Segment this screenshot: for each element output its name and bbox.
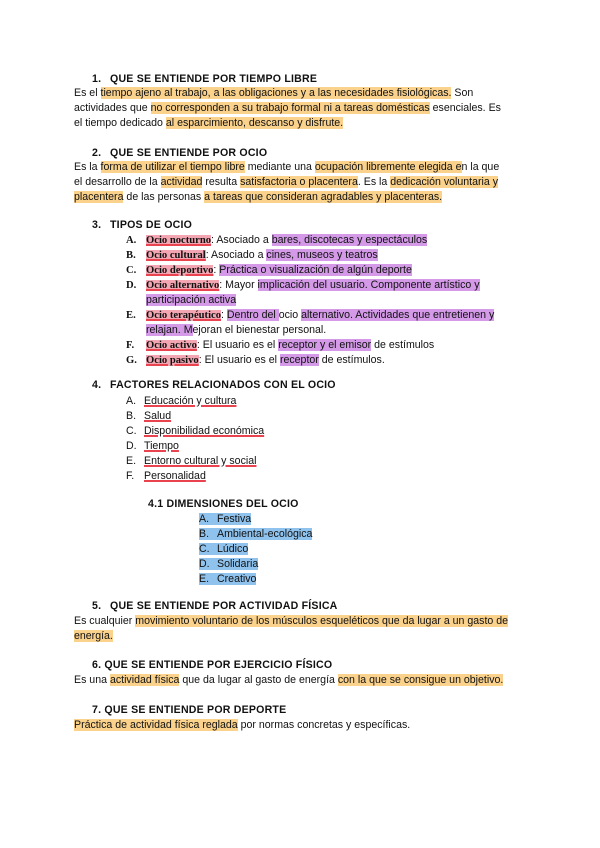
paragraph-line: Es una actividad física que da lugar al gasto de energía con la que se consigue un objetivo. [74, 674, 504, 686]
section-5-paragraph [74, 614, 526, 644]
paragraph-line: actividades que no corresponden a su trabajo formal ni a tareas domésticas esenciales. Es [74, 102, 501, 114]
paragraph-line: Es cualquier movimiento voluntario de los músculos esqueléticos que da lugar a un gasto de [74, 615, 509, 627]
section-3-heading: 3. TIPOS DE OCIO [92, 219, 193, 231]
paragraph-line: Es la forma de utilizar el tiempo libre mediante una ocupación libremente elegida en la que [74, 161, 500, 173]
list-item: E. Entorno cultural y social [126, 455, 257, 467]
section-1-heading: 1. QUE SE ENTIENDE POR TIEMPO LIBRE [92, 73, 318, 85]
list-item: A. Educación y cultura [126, 395, 237, 407]
list-item: C. Ocio deportivo: Práctica o visualización de algún deporte [126, 264, 412, 276]
list-item: D. Tiempo [126, 440, 179, 452]
list-item: A. Ocio nocturno: Asociado a bares, discotecas y espectáculos [126, 234, 428, 246]
paragraph-line: placentera de las personas a tareas que consideran agradables y placenteras. [74, 191, 443, 203]
paragraph-line: el tiempo dedicado al esparcimiento, descanso y disfrute. [74, 117, 344, 129]
list-item: B. Ambiental-ecológica [199, 528, 313, 540]
tipos-de-ocio-list [126, 233, 526, 368]
paragraph-line: Es el tiempo ajeno al trabajo, a las obligaciones y a las necesidades fisiológicas. Son [74, 87, 474, 99]
list-item: A. Festiva [199, 513, 252, 525]
list-item: D. Solidaria [199, 558, 259, 570]
list-item: F. Ocio activo: El usuario es el receptor y el emisor de estímulos [126, 339, 435, 351]
paragraph-line: energía. [74, 630, 113, 642]
section-6-heading: 6. QUE SE ENTIENDE POR EJERCICIO FÍSICO [92, 659, 333, 671]
section-5-heading: 5. QUE SE ENTIENDE POR ACTIVIDAD FÍSICA [92, 600, 338, 612]
list-item: E. Creativo [199, 573, 257, 585]
section-1-paragraph [74, 86, 526, 131]
section-7-paragraph [74, 718, 526, 733]
section-2-paragraph [74, 160, 526, 205]
list-item: C. Disponibilidad económica [126, 425, 265, 437]
list-item: B. Salud [126, 410, 172, 422]
section-7-heading: 7. QUE SE ENTIENDE POR DEPORTE [92, 704, 287, 716]
paragraph-line: el desarrollo de la actividad resulta satisfactoria o placentera. Es la dedicación voluntaria y [74, 176, 499, 188]
factores-list [126, 394, 264, 484]
section-4-heading: 4. FACTORES RELACIONADOS CON EL OCIO [92, 379, 336, 391]
list-item: G. Ocio pasivo: El usuario es el receptor de estímulos. [126, 354, 385, 366]
list-item: B. Ocio cultural: Asociado a cines, museos y teatros [126, 249, 378, 261]
section-6-paragraph [74, 673, 526, 688]
dimensiones-list [199, 512, 312, 587]
list-item: D. Ocio alternativo: Mayor implicación del usuario. Componente artístico y participación activa [126, 279, 480, 306]
list-item: F. Personalidad [126, 470, 206, 482]
list-item: C. Lúdico [199, 543, 249, 555]
paragraph-line: Práctica de actividad física reglada por normas concretas y específicas. [74, 719, 411, 731]
subsection-4-1-heading: 4.1 DIMENSIONES DEL OCIO [148, 498, 299, 510]
section-2-heading: 2. QUE SE ENTIENDE POR OCIO [92, 147, 268, 159]
list-item: E. Ocio terapéutico: Dentro del ocio alternativo. Actividades que entretienen y relajan. Mejoran el bienestar personal. [126, 309, 495, 336]
